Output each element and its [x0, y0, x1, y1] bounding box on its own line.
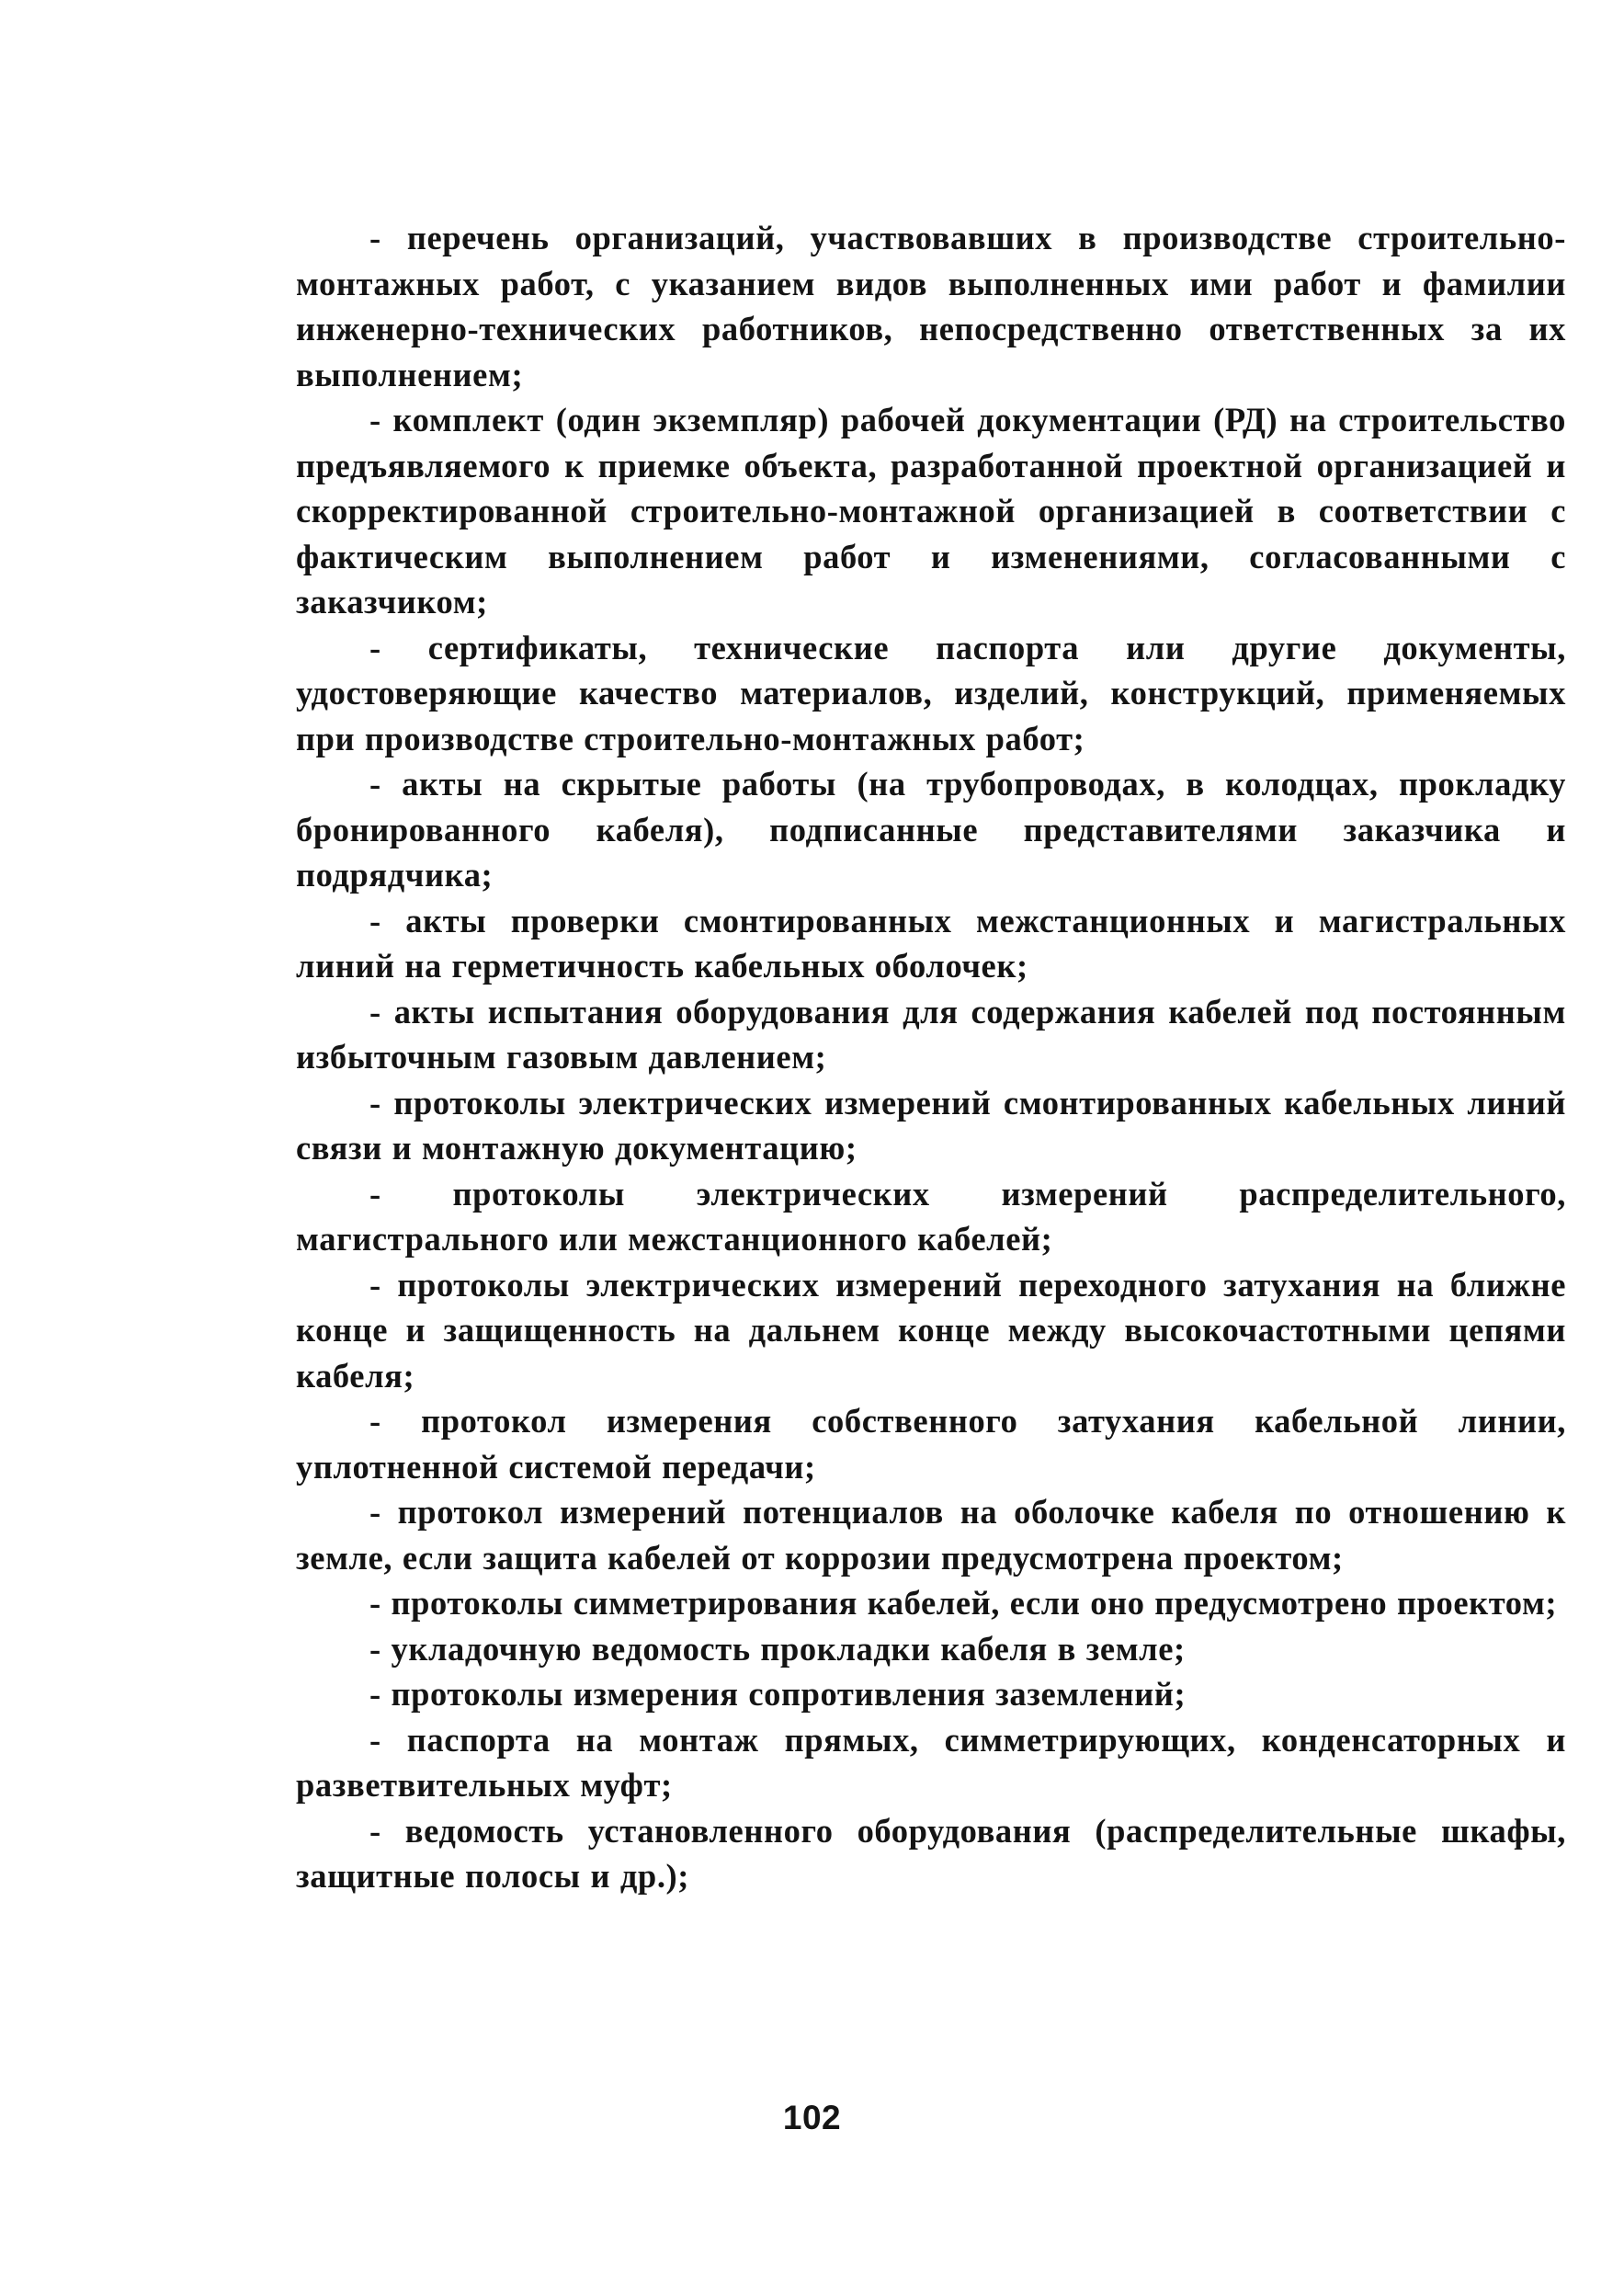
- list-item: - протокол измерений потенциалов на оболочке кабеля по отношению к земле, если защита кабелей от коррозии предусмотрена проектом;: [296, 1493, 1566, 1577]
- list-item: - перечень организаций, участвовавших в производстве строительно-монтажных работ, с указанием видов выполненных ими работ и фамилии инженерно-технических работников, непосредственно ответственных за их выполнением;: [296, 219, 1566, 393]
- body-text: [296, 215, 1566, 1899]
- list-item: - протоколы измерения сопротивления заземлений;: [369, 1675, 1187, 1713]
- list-item: - протоколы электрических измерений смонтированных кабельных линий связи и монтажную документацию;: [296, 1083, 1566, 1167]
- list-item: - паспорта на монтаж прямых, симметрирующих, конденсаторных и разветвительных муфт;: [296, 1720, 1566, 1804]
- list-item: - укладочную ведомость прокладки кабеля в земле;: [369, 1629, 1186, 1668]
- page-number: 102: [782, 2099, 842, 2136]
- list-item: - протокол измерения собственного затухания кабельной линии, уплотненной системой передачи;: [296, 1402, 1566, 1486]
- list-item: - комплект (один экземпляр) рабочей документации (РД) на строительство предъявляемого к приемке объекта, разработанной проектной организацией и скорректированной строительно-монтажной организацией в соответствии с фактическим выполнением работ и изменениями, согласованными с заказчиком;: [296, 401, 1566, 621]
- list-item: - протоколы симметрирования кабелей, если оно предусмотрено проектом;: [369, 1584, 1558, 1622]
- list-item: - акты проверки смонтированных межстанционных и магистральных линий на герметичность кабельных оболочек;: [296, 901, 1566, 985]
- list-item: - акты испытания оборудования для содержания кабелей под постоянным избыточным газовым давлением;: [296, 992, 1566, 1076]
- list-item: - протоколы электрических измерений распределительного, магистрального или межстанционного кабелей;: [296, 1174, 1566, 1258]
- list-item: - протоколы электрических измерений переходного затухания на ближне конце и защищенность на дальнем конце между высокочастотными цепями кабеля;: [296, 1265, 1566, 1395]
- list-item: - ведомость установленного оборудования (распределительные шкафы, защитные полосы и др.);: [296, 1811, 1566, 1895]
- list-item: - сертификаты, технические паспорта или другие документы, удостоверяющие качество материалов, изделий, конструкций, применяемых при производстве строительно-монтажных работ;: [296, 628, 1566, 757]
- list-item: - акты на скрытые работы (на трубопроводах, в колодцах, прокладку бронированного кабеля), подписанные представителями заказчика и подрядчика;: [296, 765, 1566, 894]
